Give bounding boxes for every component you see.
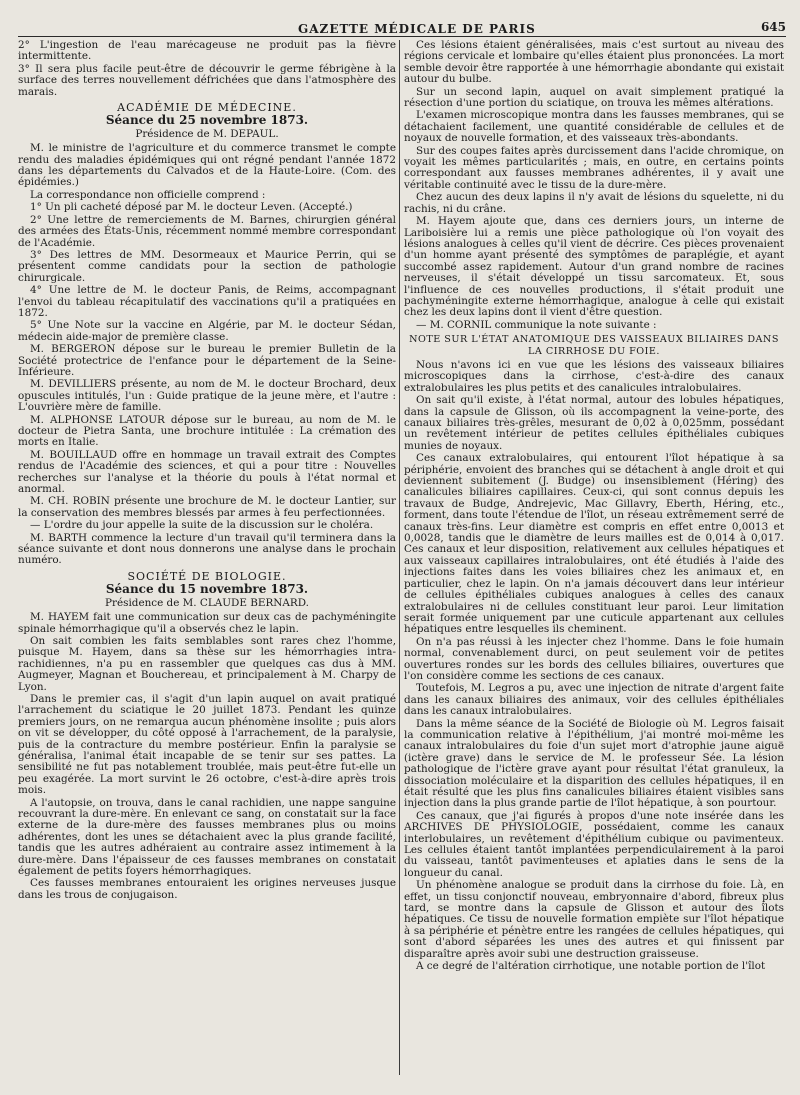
societe-paragraph: A l'autopsie, on trouva, dans le canal rachidien, une nappe sanguine recouvrant la dure-mère. En enlevant ce sang, on constatait sur la face externe de la dure-mère des fausses membranes plus ou moins adhérentes, dont les unes se détachaient avec la plus grande facilité, tandis que les autres adhéraient au contraire assez intimement à la dure-mère. Dans l'épaisseur de ces fausses membranes on constatait également de petits foyers hémorrhagiques.: [18, 796, 396, 878]
academie-paragraph: M. DEVILLIERS présente, au nom de M. le docteur Brochard, deux opuscules intitulés, l'un : Guide pratique de la jeune mère, et l'autre : L'ouvrière mère de famille.: [18, 378, 396, 414]
academie-paragraph: 2° Une lettre de remerciements de M. Barnes, chirurgien général des armées des États-Unis, récemment nommé membre correspondant de l'Académie.: [18, 213, 396, 249]
academie-section-title: ACADÉMIE DE MÉDECINE.: [117, 101, 297, 115]
academie-paragraph: 1° Un pli cacheté déposé par M. le docteur Leven. (Accepté.): [30, 201, 353, 214]
societe-section-title: SOCIÉTÉ DE BIOLOGIE.: [127, 569, 287, 583]
note-title: NOTE SUR L'ÉTAT ANATOMIQUE DES VAISSEAUX BILIAIRES DANS LA CIRRHOSE DU FOIE.: [409, 334, 779, 357]
note-paragraph: Dans la même séance de la Société de Biologie où M. Legros faisait la communication relative à l'épithélium, j'ai montré moi-même les canaux intralobulaires du foie d'un sujet mort d'atrophie jaune aiguë (ictère grave) dans le service de M. le professeur Sée. La lésion pathologique de l'ictère grave ayant pour résultat l'état granuleux, la dissociation moléculaire et la disparition des cellules hépatiques, il en était résulté que les plus fins canalicules biliaires étaient visibles sans injection dans la plus grande partie de l'îlot hépatique, à son pourtour.: [404, 717, 784, 810]
academie-paragraph: M. BERGERON dépose sur le bureau le premier Bulletin de la Société protectrice de l'enfance pour le département de la Seine-Inférieure.: [18, 343, 396, 378]
page-number: 645: [760, 20, 786, 34]
societe-session-date: Séance du 15 novembre 1873.: [105, 582, 309, 597]
societe-paragraph: Dans le premier cas, il s'agit d'un lapin auquel on avait pratiqué l'arrachement du sciatique le 20 juillet 1873. Pendant les quinze premiers jours, on ne remarqua aucun phénomène insolite ; puis alors on vit se développer, du côté opposé à l'arrachement, de la paralysie, puis de la contracture du membre postérieur. Enfin la paralysie se généralisa, l'animal était incapable de se tenir sur ses pattes. La sensibilité ne fut pas notablement troublée, mais peut-être fut-elle un peu exagérée. La mort survint le 26 octobre, c'est-à-dire après trois mois.: [18, 692, 396, 797]
academie-session-date: Séance du 25 novembre 1873.: [105, 113, 309, 128]
academie-paragraph: 5° Une Note sur la vaccine en Algérie, par M. le docteur Sédan, médecin aide-major de première classe.: [18, 319, 396, 343]
academie-paragraph: 3° Des lettres de MM. Desormeaux et Maurice Perrin, qui se présentent comme candidats pour la section de pathologie chirurgicale.: [18, 248, 396, 284]
academie-paragraph: M. CH. ROBIN présente une brochure de M. le docteur Lantier, sur la conservation des membres blessés par armes à feu perfectionnées.: [18, 495, 396, 519]
cornil-intro: — M. CORNIL communique la note suivante :: [416, 318, 657, 331]
intro-paragraph: 2° L'ingestion de l'eau marécageuse ne produit pas la fièvre intermittente.: [18, 40, 396, 63]
academie-paragraph: M. ALPHONSE LATOUR dépose sur le bureau, au nom de M. le docteur de Pietra Santa, une brochure intitulée : La crémation des morts en Italie.: [18, 413, 396, 449]
societe-presidence: Présidence de M. CLAUDE BERNARD.: [105, 596, 309, 609]
hayem-paragraph: Ces lésions étaient généralisées, mais c'est surtout au niveau des régions cervicale et lombaire qu'elles étaient plus prononcées. La mort semble devoir être rapportée à une hémorrhagie abondante qui existait autour du bulbe.: [404, 40, 784, 86]
note-paragraph: A ce degré de l'altération cirrhotique, une notable portion de l'îlot: [416, 960, 766, 973]
hayem-paragraph: Chez aucun des deux lapins il n'y avait de lésions du squelette, ni du rachis, ni du crâne.: [404, 191, 784, 215]
page-header: [18, 14, 786, 37]
societe-paragraph: On sait combien les faits semblables sont rares chez l'homme, puisque M. Hayem, dans sa thèse sur les hémorrhagies intra-rachidiennes, n'a pu en rassembler que quelques cas dus à MM. Augmeyer, Magnan et Bouchereau, et principalement à M. Charpy de Lyon.: [18, 634, 396, 693]
academie-paragraph: La correspondance non officielle comprend :: [30, 188, 266, 201]
academie-paragraph: 4° Une lettre de M. le docteur Panis, de Reims, accompagnant l'envoi du tableau récapitulatif des vaccinations qu'il a pratiquées en 1872.: [18, 284, 396, 319]
hayem-paragraph: L'examen microscopique montra dans les fausses membranes, qui se détachaient facilement, une quantité considérable de cellules et de noyaux de nouvelle formation, et des vaisseaux très-abondants.: [404, 109, 784, 145]
academie-paragraph: — L'ordre du jour appelle la suite de la discussion sur le choléra.: [30, 519, 374, 532]
note-paragraph: Un phénomène analogue se produit dans la cirrhose du foie. Là, en effet, un tissu conjonctif nouveau, embryonnaire d'abord, fibreux plus tard, se montre dans la capsule de Glisson et autour des îlots hépatiques. Ce tissu de nouvelle formation empiète sur l'îlot hépatique à sa périphérie et pénètre entre les rangées de cellules hépatiques, qui sont d'abord séparées les unes des autres et qui finissent par disparaître après avoir subi une destruction graisseuse.: [404, 879, 784, 960]
societe-paragraph: M. HAYEM fait une communication sur deux cas de pachyméningite spinale hémorrhagique qu'il a observés chez le lapin.: [18, 611, 396, 635]
note-paragraph: Ces canaux extralobulaires, qui entourent l'îlot hépatique à sa périphérie, envoient des branches qui se détachent à angle droit et qui deviennent subitement (J. Budge) ou insensiblement (Héring) des canalicules biliaires capillaires. Ceux-ci, qui sont connus depuis les travaux de Budge, Andrejevic, Mac Gillavry, Eberth, Héring, etc., forment, dans toute l'étendue de l'îlot, un réseau extrêmement serré de canaux très-fins. Leur diamètre est compris en effet entre 0,0013 et 0,0028, tandis que le diamètre de leurs mailles est de 0,014 à 0,017. Ces canaux et leur disposition, relativement aux cellules hépatiques et aux vaisseaux capillaires intralobulaires, ont été étudiés à l'aide des injections faites dans les voies biliaires chez les animaux et, en particulier, chez le lapin. On n'a jamais découvert dans leur intérieur de cellules épithéliales cubiques analogues à celles des canaux extralobulaires ni de cellules constituant leur paroi. Leur limitation serait formée uniquement par une cuticule appartenant aux cellules hépatiques entre lesquelles ils cheminent.: [404, 452, 784, 636]
academie-paragraph: M. BARTH commence la lecture d'un travail qu'il terminera dans la séance suivante et dont nous donnerons une analyse dans le prochain numéro.: [18, 531, 396, 567]
societe-paragraph: Ces fausses membranes entouraient les origines nerveuses jusque dans les trous de conjugaison.: [18, 877, 396, 901]
note-paragraph: On n'a pas réussi à les injecter chez l'homme. Dans le foie humain normal, convenablement durci, on peut seulement voir de petites ouvertures rondes sur les bords des cellules biliaires, ouvertures que l'on considère comme les sections de ces canaux.: [404, 635, 784, 682]
academie-presidence: Présidence de M. DEPAUL.: [135, 127, 279, 140]
note-paragraph: Nous n'avons ici en vue que les lésions des vaisseaux biliaires microscopiques dans la cirrhose, c'est-à-dire des canaux extralobulaires les plus petits et des canalicules intralobulaires.: [404, 358, 784, 394]
left-column: [18, 40, 396, 1075]
right-column: [404, 40, 784, 1075]
column-divider: [399, 40, 400, 1075]
note-paragraph: Toutefois, M. Legros a pu, avec une injection de nitrate d'argent faite dans les canaux biliaires des animaux, voir des cellules épithéliales dans les canaux intralobulaires.: [404, 682, 784, 718]
intro-paragraph: 3° Il sera plus facile peut-être de découvrir le germe fébrigène à la surface des terres nouvellement défrichées que dans l'atmosphère des marais.: [18, 62, 396, 98]
hayem-paragraph: Sur un second lapin, auquel on avait simplement pratiqué la résection d'une portion du sciatique, on trouva les mêmes altérations.: [404, 85, 784, 110]
journal-title: GAZETTE MÉDICALE DE PARIS: [298, 22, 536, 36]
note-paragraph: Ces canaux, que j'ai figurés à propos d'une note insérée dans les ARCHIVES DE PHYSIOLOGIE, possédaient, comme les canaux interlobulaires, un revêtement d'épithélium cubique ou pavimenteux. Les cellules étaient tantôt implantées perpendiculairement à la paroi du vaisseau, tantôt pavimenteuses et aplaties dans le sens de la longueur du canal.: [404, 809, 784, 879]
academie-paragraph: M. BOUILLAUD offre en hommage un travail extrait des Comptes rendus de l'Académie des sciences, et qui a pour titre : Nouvelles recherches sur l'analyse et la théorie du pouls à l'état normal et anormal.: [18, 448, 396, 496]
hayem-paragraph: M. Hayem ajoute que, dans ces derniers jours, un interne de Lariboisière lui a remis une pièce pathologique où l'on voyait des lésions analogues à celles qu'il vient de décrire. Ces pièces provenaient d'un homme ayant présenté des symptômes de paraplégie, et ayant succombé assez rapidement. Autour d'un grand nombre de racines nerveuses, il s'était développé un tissu sarcomateux. Et, sous l'influence de ces nouvelles productions, il s'était produit une pachyméningite externe hémorrhagique, analogue à celle qui existait chez les deux lapins dont il vient d'être question.: [404, 215, 784, 319]
academie-paragraph: M. le ministre de l'agriculture et du commerce transmet le compte rendu des maladies épidémiques qui ont régné pendant l'année 1872 dans les départements du Calvados et de la Haute-Loire. (Com. des épidémies.): [18, 142, 396, 189]
note-paragraph: On sait qu'il existe, à l'état normal, autour des lobules hépatiques, dans la capsule de Glisson, où ils accompagnent la veine-porte, des canaux biliaires très-grêles, mesurant de 0,02 à 0,025mm, possédant un revêtement intérieur de petites cellules épithéliales cubiques munies de noyaux.: [404, 394, 784, 452]
hayem-paragraph: Sur des coupes faites après durcissement dans l'acide chromique, on voyait les mêmes particularités ; mais, en outre, en certains points correspondant aux fausses membranes adhérentes, il y avait une véritable continuité avec le tissu de la dure-mère.: [404, 144, 784, 191]
